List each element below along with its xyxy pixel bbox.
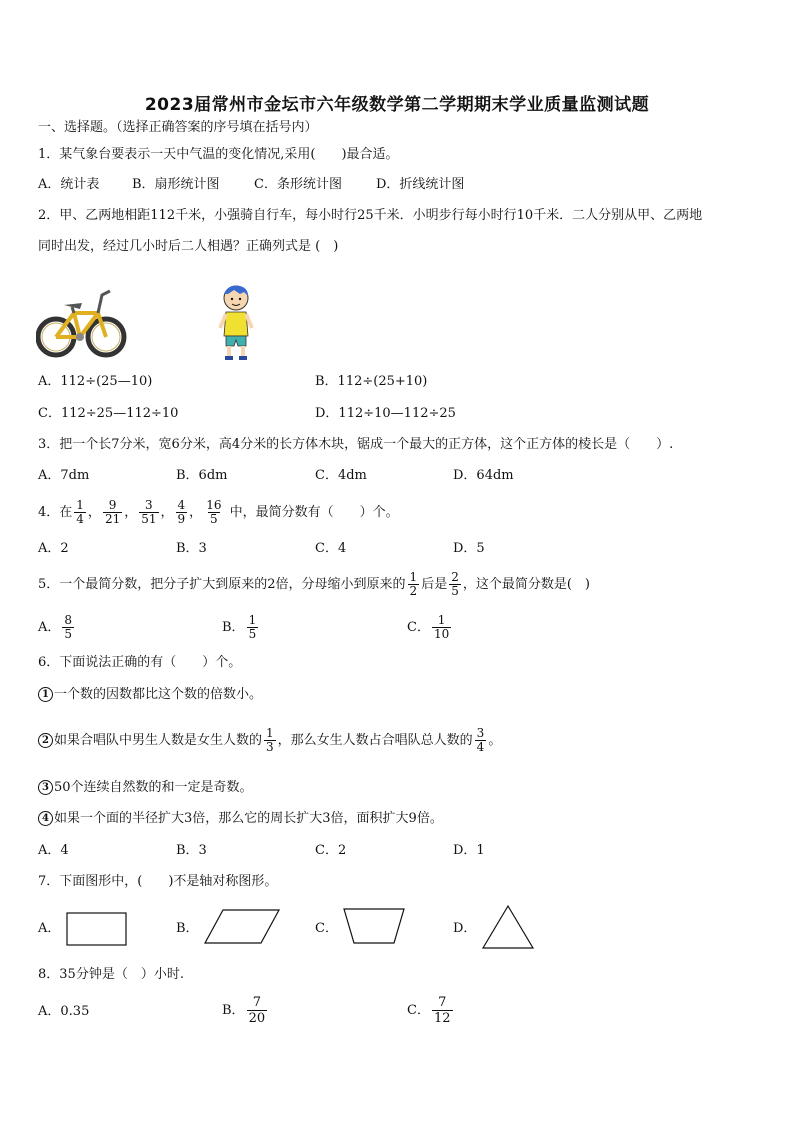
statement-text: 如果一个面的半径扩大3倍，那么它的周长扩大3倍，面积扩大9倍。 <box>54 811 443 826</box>
q5-text-1: 5．一个最简分数，把分子扩大到原来的2倍，分母缩小到原来的 <box>38 577 406 592</box>
fraction-numerator: 1 <box>409 570 418 584</box>
option-label: C． <box>407 620 430 635</box>
q4-option-a: A．2 <box>38 541 69 556</box>
circled-number: 1 <box>38 687 53 702</box>
option-fraction <box>247 995 268 1026</box>
q1-option-d: D．折线统计图 <box>376 177 465 192</box>
option-fraction <box>247 614 259 641</box>
fraction-numerator: 7 <box>252 995 261 1010</box>
fraction-numerator: 2 <box>451 570 459 584</box>
option-label: A． <box>38 620 61 635</box>
fraction-denominator: 4 <box>76 512 84 526</box>
fraction-numerator: 7 <box>438 995 447 1010</box>
fraction-numerator: 1 <box>248 613 257 627</box>
boy-walking-icon <box>214 282 258 362</box>
q3-option-c: C．4dm <box>315 468 367 483</box>
question-2-stem-line2: 同时出发，经过几小时后二人相遇？正确列式是 ( ) <box>38 239 339 254</box>
fraction-denominator: 5 <box>64 627 73 641</box>
fraction-denominator: 51 <box>141 512 157 526</box>
q7-option-b-label: B． <box>176 921 199 936</box>
q1-option-b: B．扇形统计图 <box>132 177 220 192</box>
q4-option-d: D．5 <box>453 541 485 556</box>
fraction-denominator: 5 <box>451 584 459 598</box>
q2-option-a: A．112÷(25—10) <box>38 374 153 389</box>
fraction-denominator: 4 <box>476 740 485 754</box>
circled-number: 3 <box>38 780 53 795</box>
bicycle-icon <box>36 285 128 361</box>
triangle-shape <box>481 904 535 950</box>
q6-statement-1 <box>38 686 262 704</box>
q6-option-d: D．1 <box>453 843 485 858</box>
q5-option-a <box>38 611 76 645</box>
fraction-denominator: 12 <box>433 1011 451 1026</box>
fraction-numerator: 3 <box>476 726 485 740</box>
separator: ， <box>124 505 138 520</box>
q3-option-a: A．7dm <box>38 468 90 483</box>
q7-option-c-label: C． <box>315 921 338 936</box>
q7-option-d-label: D． <box>453 921 477 936</box>
trapezoid-shape <box>342 907 406 945</box>
statement-text: 。 <box>488 733 502 748</box>
fraction-numerator: 8 <box>64 613 73 627</box>
q4-fraction <box>74 499 86 526</box>
section-heading: 一、选择题。（选择正确答案的序号填在括号内） <box>38 120 318 135</box>
question-1-stem: 1．某气象台要表示一天中气温的变化情况,采用( )最合适。 <box>38 147 399 162</box>
q5-option-c <box>407 611 453 645</box>
question-3-stem: 3．把一个长7分米，宽6分米，高4分米的长方体木块，锯成一个最大的正方体，这个正方体的棱长是（ ）. <box>38 437 674 452</box>
option-fraction <box>432 614 451 641</box>
fraction-numerator: 16 <box>206 498 222 512</box>
statement-text: ，那么女生人数占合唱队总人数的 <box>277 733 473 748</box>
fraction-denominator: 5 <box>248 627 257 641</box>
fraction-denominator: 20 <box>248 1011 266 1026</box>
q2-option-d: D．112÷10—112÷25 <box>315 406 456 421</box>
q5-fraction-half <box>408 571 420 598</box>
q8-option-c <box>407 994 455 1028</box>
fraction-numerator: 3 <box>145 498 153 512</box>
option-fraction <box>432 995 453 1026</box>
separator: ， <box>160 505 174 520</box>
option-label: B． <box>222 1003 245 1018</box>
q4-prefix: 4．在 <box>38 505 73 520</box>
q4-fraction <box>204 499 223 526</box>
question-4-stem <box>38 496 399 530</box>
option-fraction <box>62 614 74 641</box>
question-6-stem: 6．下面说法正确的有（ ）个。 <box>38 655 242 670</box>
q5-text-3: ，这个最简分数是( ) <box>462 577 590 592</box>
fraction-denominator: 3 <box>266 740 274 754</box>
statement-text: 50个连续自然数的和一定是奇数。 <box>54 780 253 795</box>
fraction-denominator: 10 <box>433 627 450 641</box>
fraction-denominator: 21 <box>104 512 121 526</box>
q6-option-a: A．4 <box>38 843 69 858</box>
parallelogram-shape <box>203 908 281 946</box>
q4-option-c: C．4 <box>315 541 347 556</box>
statement-text: 一个数的因数都比这个数的倍数小。 <box>54 687 263 702</box>
q5-text-2: 后是 <box>421 577 448 592</box>
statement-fraction <box>264 727 276 754</box>
rectangle-shape <box>66 911 128 947</box>
fraction-numerator: 9 <box>108 498 117 512</box>
circled-number: 4 <box>38 811 53 826</box>
option-label: B． <box>222 620 245 635</box>
page-title: 2023届常州市金坛市六年级数学第二学期期末学业质量监测试题 <box>144 95 650 115</box>
question-5-stem <box>38 568 590 602</box>
q8-option-b <box>222 994 269 1028</box>
option-label: C． <box>407 1003 430 1018</box>
q4-suffix: 中，最简分数有（ ）个。 <box>229 505 399 520</box>
q1-option-a: A．统计表 <box>38 177 100 192</box>
q4-fraction <box>176 499 188 526</box>
question-8-stem: 8．35分钟是（ ）小时. <box>38 967 184 982</box>
q6-statement-4 <box>38 810 443 828</box>
fraction-denominator: 2 <box>409 584 418 598</box>
circled-number: 2 <box>38 733 53 748</box>
q4-option-b: B．3 <box>176 541 207 556</box>
fraction-denominator: 9 <box>177 512 186 526</box>
q6-statement-3 <box>38 779 253 797</box>
fraction-numerator: 1 <box>76 498 84 512</box>
q3-option-b: B．6dm <box>176 468 228 483</box>
fraction-numerator: 1 <box>266 726 274 740</box>
question-7-stem: 7．下面图形中，( )不是轴对称图形。 <box>38 874 278 889</box>
fraction-denominator: 5 <box>210 512 218 526</box>
q5-fraction-result <box>449 571 461 598</box>
q4-fraction <box>103 499 122 526</box>
q4-fraction <box>139 499 158 526</box>
fraction-numerator: 4 <box>177 498 186 512</box>
q2-option-c: C．112÷25—112÷10 <box>38 406 179 421</box>
q7-option-a-label: A． <box>38 921 61 936</box>
question-2-stem-line1: 2．甲、乙两地相距112千米，小强骑自行车，每小时行25千米．小明步行每小时行10千米．二人分别从甲、乙两地 <box>38 208 703 223</box>
q6-option-c: C．2 <box>315 843 347 858</box>
q5-option-b <box>222 611 260 645</box>
q8-option-a: A．0.35 <box>38 1004 90 1019</box>
separator: ， <box>87 505 101 520</box>
q2-option-b: B．112÷(25+10) <box>315 374 428 389</box>
q1-option-c: C．条形统计图 <box>254 177 342 192</box>
separator: ， <box>189 505 203 520</box>
q6-option-b: B．3 <box>176 843 207 858</box>
fraction-numerator: 1 <box>437 613 446 627</box>
q6-statement-2 <box>38 723 501 759</box>
statement-fraction <box>475 727 487 754</box>
q3-option-d: D．64dm <box>453 468 514 483</box>
statement-text: 如果合唱队中男生人数是女生人数的 <box>54 733 263 748</box>
